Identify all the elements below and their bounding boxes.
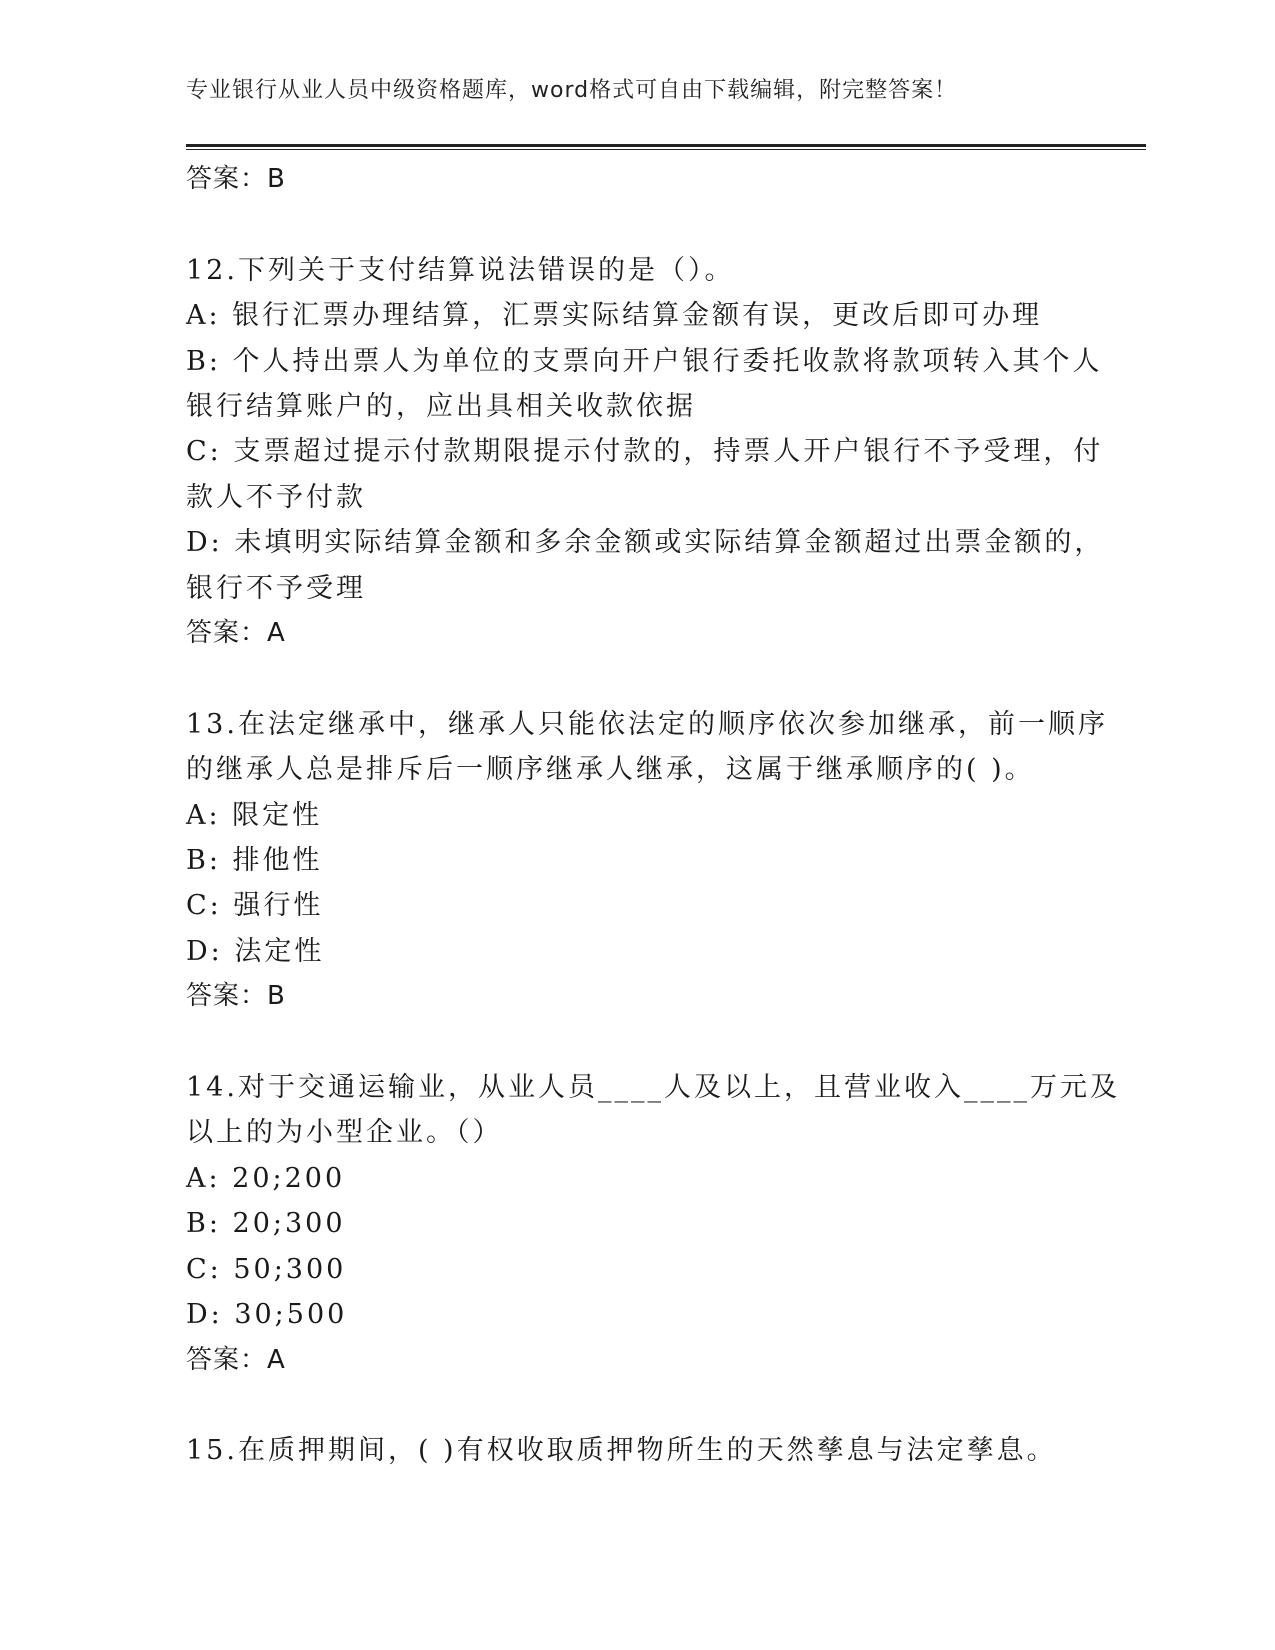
question-15	[186, 1428, 1066, 1473]
spacer	[186, 656, 1066, 701]
option-c: C: 强行性	[186, 890, 324, 922]
question-stem-line: 12.下列关于支付结算说法错误的是（）。	[186, 254, 735, 286]
question-13	[186, 702, 1108, 1020]
option-a: A: 20;200	[186, 1162, 346, 1194]
option-b-continued: 银行结算账户的，应出具相关收款依据	[186, 391, 696, 423]
option-c: C: 支票超过提示付款期限提示付款的，持票人开户银行不予受理，付	[186, 436, 1104, 468]
header-rule-thick	[186, 144, 1146, 147]
option-b: B: 20;300	[186, 1208, 346, 1240]
option-b: B: 个人持出票人为单位的支票向开户银行委托收款将款项转入其个人	[186, 345, 1103, 377]
option-d-continued: 银行不予受理	[186, 572, 366, 604]
option-c-continued: 款人不予付款	[186, 481, 366, 513]
option-a: A: 限定性	[186, 799, 323, 831]
option-d: D: 30;500	[186, 1299, 348, 1331]
question-stem-line: 15.在质押期间，( )有权收取质押物所生的天然孳息与法定孳息。	[186, 1435, 1057, 1467]
answer: 答案：B	[186, 981, 286, 1012]
option-c: C: 50;300	[186, 1253, 347, 1285]
option-b: B: 排他性	[186, 845, 323, 877]
spacer	[186, 1383, 1066, 1428]
question-14	[186, 1065, 1120, 1383]
answer: 答案：A	[186, 618, 286, 649]
spacer	[186, 202, 1066, 247]
page-header: 专业银行从业人员中级资格题库，word格式可自由下载编辑，附完整答案！	[186, 78, 958, 103]
question-stem-line: 的继承人总是排斥后一顺序继承人继承，这属于继承顺序的( )。	[186, 754, 1035, 786]
option-a: A: 银行汇票办理结算，汇票实际结算金额有误，更改后即可办理	[186, 300, 1043, 332]
question-stem-line: 13.在法定继承中，继承人只能依法定的顺序依次参加继承，前一顺序	[186, 708, 1108, 740]
question-12	[186, 248, 1105, 657]
question-content	[186, 157, 1120, 1474]
option-d: D: 未填明实际结算金额和多余金额或实际结算金额超过出票金额的，	[186, 527, 1105, 559]
question-stem-line: 14.对于交通运输业，从业人员____人及以上，且营业收入____万元及	[186, 1072, 1120, 1104]
answer: 答案：A	[186, 1344, 286, 1375]
question-stem-line: 以上的为小型企业。（）	[186, 1117, 503, 1149]
option-d: D: 法定性	[186, 935, 325, 967]
spacer	[186, 1020, 1066, 1065]
previous-answer: 答案：B	[186, 164, 286, 194]
header-rule-thin	[186, 149, 1146, 150]
